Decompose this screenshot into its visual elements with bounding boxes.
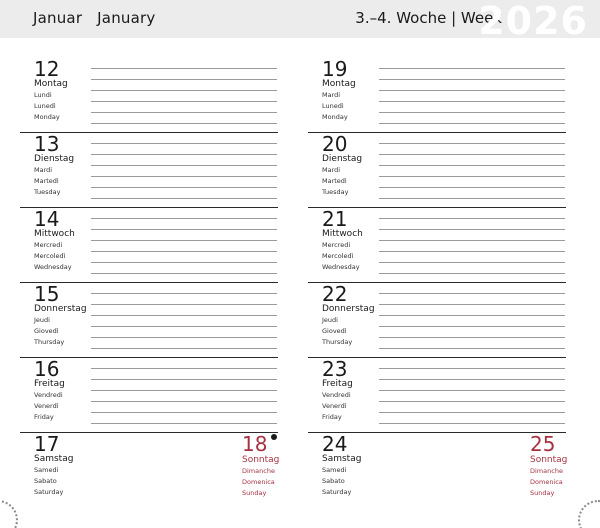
day-name: Montag [34, 79, 68, 89]
sunday-name-italian: Domenica [242, 478, 275, 486]
writing-line [379, 273, 565, 274]
day-name-english: Thursday [34, 338, 65, 346]
binding-ring-left [0, 500, 18, 528]
writing-line [91, 68, 277, 69]
week-label: 3.–4. Woche | Week [355, 9, 502, 27]
writing-line [379, 165, 565, 166]
writing-line [379, 390, 565, 391]
sunday-name-english: Sunday [242, 489, 267, 497]
day-name-french: Mardi [322, 91, 341, 99]
writing-line [379, 112, 565, 113]
writing-line [379, 337, 565, 338]
day-name: Donnerstag [34, 304, 87, 314]
writing-line [91, 176, 277, 177]
writing-line [91, 123, 277, 124]
day-block [308, 58, 566, 133]
writing-line [91, 368, 277, 369]
day-number: 24 [322, 432, 348, 456]
day-number: 22 [322, 282, 348, 306]
day-number: 21 [322, 207, 348, 231]
day-name-italian: Martedì [34, 177, 59, 185]
day-name: Dienstag [34, 154, 75, 164]
day-name-italian: Giovedì [34, 327, 59, 335]
day-block [308, 208, 566, 283]
day-block [308, 433, 566, 508]
sunday-name-french: Dimanche [242, 467, 275, 475]
day-name-french: Jeudi [322, 316, 338, 324]
day-name-italian: Sabato [322, 477, 345, 485]
day-name-french: Mercredi [322, 241, 351, 249]
writing-line [91, 154, 277, 155]
writing-line [379, 79, 565, 80]
day-name-italian: Giovedì [322, 327, 347, 335]
day-block [308, 133, 566, 208]
month-title [33, 9, 155, 27]
writing-line [91, 187, 277, 188]
sunday-name: Sonntag [242, 455, 280, 465]
writing-line [379, 315, 565, 316]
writing-line [91, 240, 277, 241]
day-name: Dienstag [322, 154, 363, 164]
day-name-italian: Mercoledì [322, 252, 354, 260]
year-label: 2026 [478, 0, 588, 38]
writing-line [91, 337, 277, 338]
day-number: 17 [34, 432, 60, 456]
day-name: Freitag [322, 379, 353, 389]
day-number: 15 [34, 282, 60, 306]
day-block [20, 283, 278, 358]
writing-line [379, 123, 565, 124]
writing-line [91, 101, 277, 102]
day-name-english: Thursday [322, 338, 353, 346]
sunday-name-french: Dimanche [530, 467, 563, 475]
day-block [308, 358, 566, 433]
day-name-english: Tuesday [34, 188, 61, 196]
writing-line [379, 348, 565, 349]
day-name: Freitag [34, 379, 65, 389]
writing-line [91, 79, 277, 80]
writing-line [91, 143, 277, 144]
day-name-italian: Lunedì [322, 102, 344, 110]
day-name-italian: Venerdì [34, 402, 59, 410]
day-name-french: Mardi [34, 166, 53, 174]
sunday-number: 25 [530, 432, 556, 456]
sunday-block [242, 433, 279, 499]
day-number: 13 [34, 132, 60, 156]
right-week-column [308, 58, 566, 508]
sunday-block [530, 433, 567, 499]
writing-line [91, 326, 277, 327]
month-english: January [97, 9, 156, 27]
day-name: Montag [322, 79, 356, 89]
writing-line [379, 251, 565, 252]
day-name-italian: Mercoledì [34, 252, 66, 260]
day-name: Mittwoch [322, 229, 363, 239]
writing-line [91, 273, 277, 274]
sunday-number: 18 [242, 432, 268, 456]
day-name-english: Monday [34, 113, 60, 121]
left-week-column [20, 58, 278, 508]
day-number: 20 [322, 132, 348, 156]
page-header [0, 0, 600, 38]
day-name-english: Friday [322, 413, 342, 421]
writing-line [379, 154, 565, 155]
writing-line [379, 293, 565, 294]
day-block [20, 58, 278, 133]
sunday-name: Sonntag [530, 455, 568, 465]
writing-line [379, 379, 565, 380]
day-name-english: Monday [322, 113, 348, 121]
writing-line [379, 187, 565, 188]
day-name-french: Lundi [34, 91, 52, 99]
writing-line [379, 90, 565, 91]
day-block [20, 133, 278, 208]
writing-line [91, 165, 277, 166]
writing-line [379, 143, 565, 144]
day-number: 16 [34, 357, 60, 381]
day-name-french: Jeudi [34, 316, 50, 324]
day-name-italian: Martedì [322, 177, 347, 185]
writing-line [91, 262, 277, 263]
sunday-name-english: Sunday [530, 489, 555, 497]
writing-line [91, 348, 277, 349]
day-name-english: Wednesday [322, 263, 360, 271]
writing-line [379, 229, 565, 230]
day-block [20, 208, 278, 283]
day-name-french: Samedi [322, 466, 347, 474]
day-block [20, 433, 278, 508]
writing-line [379, 198, 565, 199]
day-name-italian: Sabato [34, 477, 57, 485]
writing-line [91, 304, 277, 305]
day-name: Samstag [322, 454, 362, 464]
writing-line [91, 218, 277, 219]
writing-line [379, 401, 565, 402]
day-number: 23 [322, 357, 348, 381]
writing-line [91, 112, 277, 113]
writing-line [91, 390, 277, 391]
day-name-english: Tuesday [322, 188, 349, 196]
sunday-name-italian: Domenica [530, 478, 563, 486]
day-name-english: Wednesday [34, 263, 72, 271]
day-block [308, 283, 566, 358]
day-number: 19 [322, 57, 348, 81]
day-name-english: Saturday [322, 488, 352, 496]
writing-line [91, 315, 277, 316]
day-number: 14 [34, 207, 60, 231]
writing-line [379, 240, 565, 241]
day-name: Samstag [34, 454, 74, 464]
day-block [20, 358, 278, 433]
day-name-french: Samedi [34, 466, 59, 474]
day-name-french: Vendredi [34, 391, 63, 399]
writing-line [379, 368, 565, 369]
writing-line [91, 423, 277, 424]
writing-line [379, 101, 565, 102]
writing-line [379, 176, 565, 177]
day-name-french: Mercredi [34, 241, 63, 249]
writing-line [91, 229, 277, 230]
writing-line [379, 326, 565, 327]
bookmark-dot [271, 434, 277, 440]
writing-line [379, 262, 565, 263]
writing-line [91, 379, 277, 380]
writing-line [91, 412, 277, 413]
writing-line [379, 412, 565, 413]
writing-line [379, 304, 565, 305]
writing-line [91, 293, 277, 294]
day-name-french: Vendredi [322, 391, 351, 399]
day-name: Donnerstag [322, 304, 375, 314]
day-name-italian: Venerdì [322, 402, 347, 410]
day-name-italian: Lunedì [34, 102, 56, 110]
day-name: Mittwoch [34, 229, 75, 239]
day-name-french: Mardi [322, 166, 341, 174]
writing-line [91, 251, 277, 252]
month-german: Januar [33, 9, 83, 27]
writing-line [91, 401, 277, 402]
writing-line [91, 90, 277, 91]
day-name-english: Friday [34, 413, 54, 421]
writing-line [91, 198, 277, 199]
writing-line [379, 218, 565, 219]
binding-ring-right [578, 500, 600, 528]
writing-line [379, 423, 565, 424]
day-name-english: Saturday [34, 488, 64, 496]
writing-line [379, 68, 565, 69]
day-number: 12 [34, 57, 60, 81]
